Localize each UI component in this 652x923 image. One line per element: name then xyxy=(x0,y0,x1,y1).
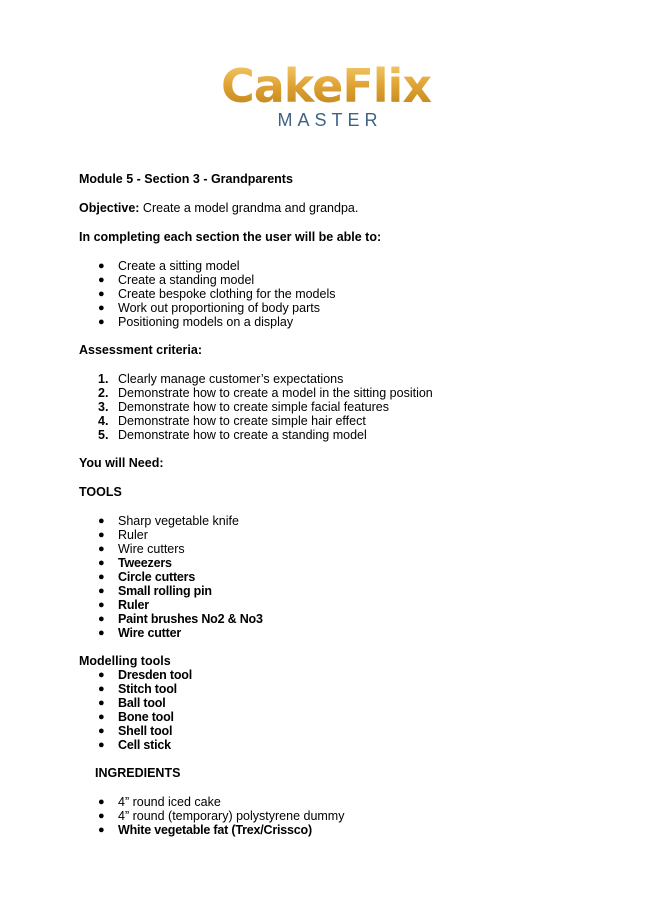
list-item: ● Shell tool xyxy=(98,724,173,738)
list-item: ● Wire cutters xyxy=(98,542,185,556)
completion-list xyxy=(98,259,336,329)
assessment-list xyxy=(98,372,433,442)
list-item: ● White vegetable fat (Trex/Crissco) xyxy=(98,823,312,837)
objective-line xyxy=(79,201,358,216)
completion-heading: In completing each section the user will be able to: xyxy=(79,230,382,244)
list-item: 4. Demonstrate how to create simple hair effect xyxy=(98,414,366,428)
list-item: ● Ruler xyxy=(98,598,149,612)
list-item: ● Dresden tool xyxy=(98,668,192,682)
list-item: 2. Demonstrate how to create a model in the sitting position xyxy=(98,386,433,400)
list-item: ● Ball tool xyxy=(98,696,166,710)
list-item: ● Stitch tool xyxy=(98,682,177,696)
ingredients-heading: INGREDIENTS xyxy=(95,766,181,780)
list-item: ● Create bespoke clothing for the models xyxy=(98,287,336,301)
list-item: ● Circle cutters xyxy=(98,570,196,584)
list-item: ● Tweezers xyxy=(98,556,172,570)
logo-subtitle: MASTER xyxy=(277,110,383,130)
list-item: ● Work out proportioning of body parts xyxy=(98,301,320,315)
list-item: ● Cell stick xyxy=(98,738,171,752)
tools-heading: TOOLS xyxy=(79,485,122,499)
modelling-tools-list xyxy=(98,668,192,752)
list-item: 3. Demonstrate how to create simple facial features xyxy=(98,400,389,414)
module-title: Module 5 - Section 3 - Grandparents xyxy=(79,172,293,186)
list-item: ● 4” round iced cake xyxy=(98,795,221,809)
logo-wordmark: CakeFlix xyxy=(0,58,652,114)
assessment-heading: Assessment criteria: xyxy=(79,343,202,357)
list-item: ● Wire cutter xyxy=(98,626,181,640)
you-will-need-heading: You will Need: xyxy=(79,456,164,470)
list-item: ● Ruler xyxy=(98,528,148,542)
ingredients-list xyxy=(98,795,345,837)
list-item: 1. Clearly manage customer’s expectations xyxy=(98,372,344,386)
list-item: ● Create a sitting model xyxy=(98,259,240,273)
list-item: ● Paint brushes No2 & No3 xyxy=(98,612,263,626)
modelling-tools-heading: Modelling tools xyxy=(79,654,171,668)
list-item: 5. Demonstrate how to create a standing model xyxy=(98,428,367,442)
cakeflix-logo xyxy=(0,58,652,130)
list-item: ● Positioning models on a display xyxy=(98,315,294,329)
objective-label: Objective: xyxy=(79,201,140,215)
list-item: ● Sharp vegetable knife xyxy=(98,514,239,528)
objective-text: Create a model grandma and grandpa. xyxy=(142,201,359,215)
list-item: ● Bone tool xyxy=(98,710,174,724)
list-item: ● Create a standing model xyxy=(98,273,255,287)
list-item: ● 4” round (temporary) polystyrene dummy xyxy=(98,809,345,823)
tools-list xyxy=(98,514,263,640)
list-item: ● Small rolling pin xyxy=(98,584,212,598)
